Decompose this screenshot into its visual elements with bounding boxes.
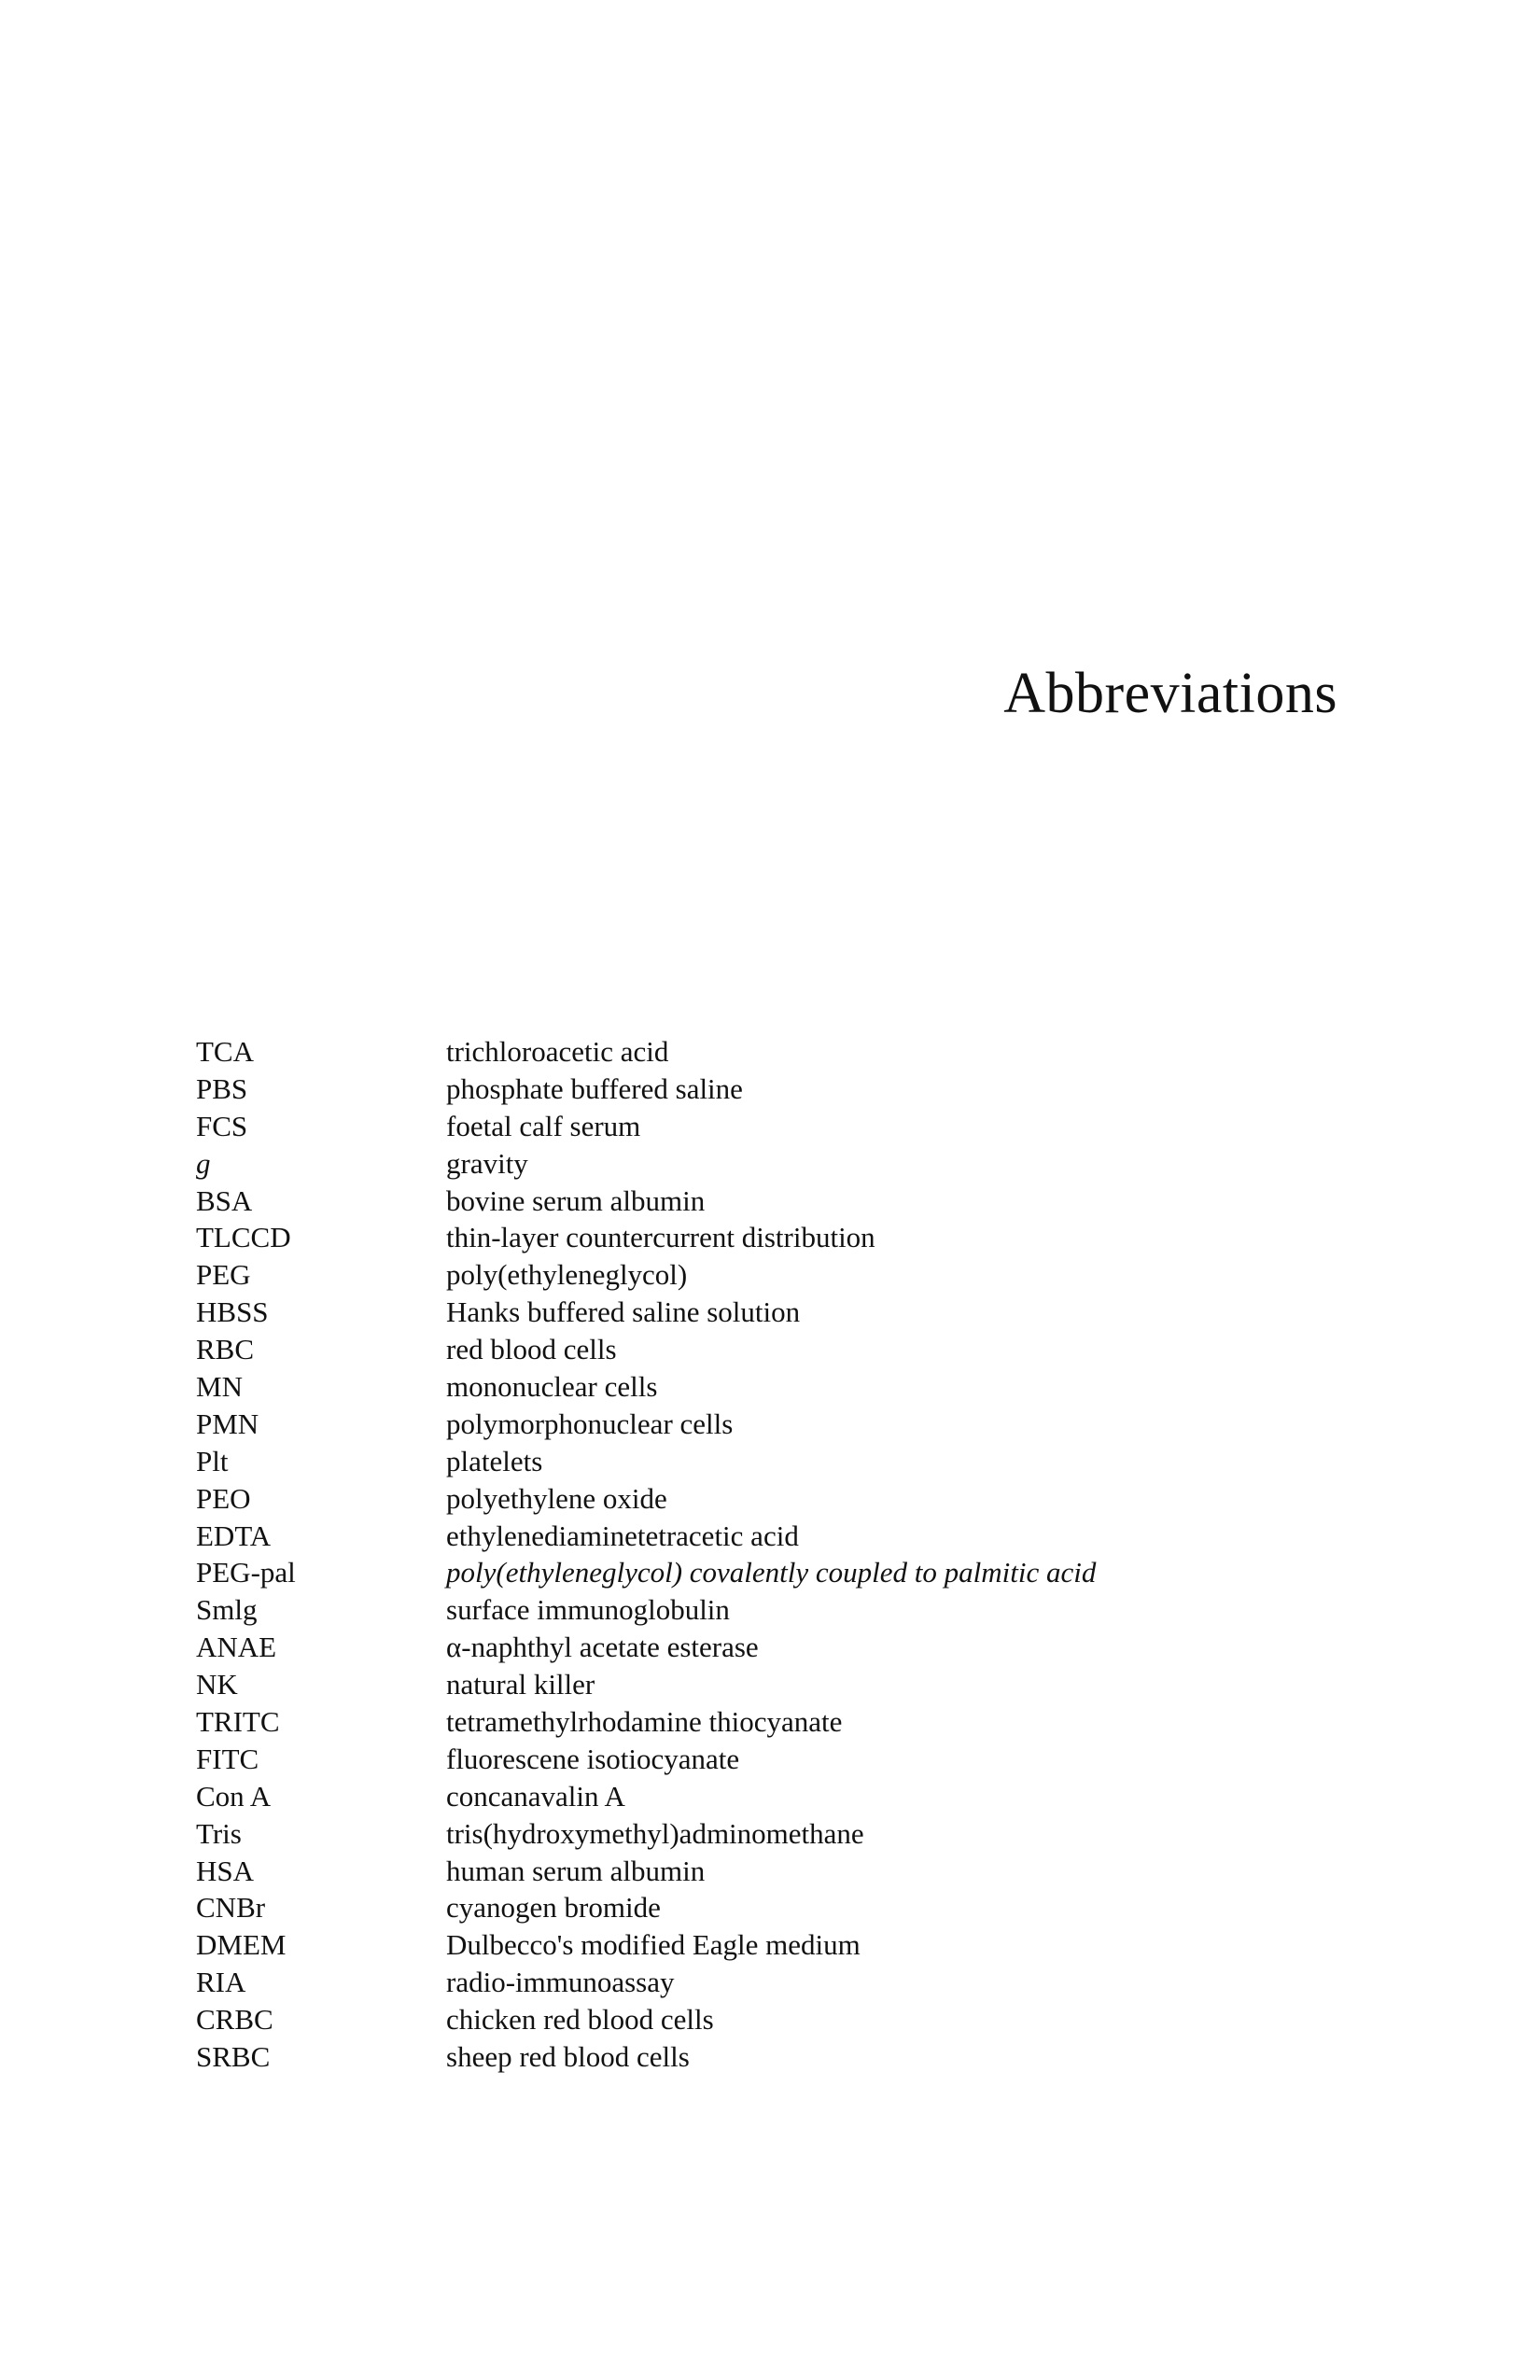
abbreviation-definition: cyanogen bromide: [446, 1891, 661, 1925]
abbreviation-term: SRBC: [196, 2040, 271, 2074]
abbreviation-row: [196, 1331, 1409, 1368]
abbreviation-term: PEO: [196, 1481, 251, 1515]
abbreviation-row: [196, 1183, 1409, 1220]
abbreviation-row: [196, 1666, 1409, 1703]
abbreviation-row: [196, 1741, 1409, 1778]
abbreviation-term: MN: [196, 1370, 243, 1404]
abbreviation-definition: platelets: [446, 1444, 543, 1477]
abbreviation-row: [196, 1591, 1409, 1629]
abbreviation-term: RIA: [196, 1966, 246, 1999]
abbreviation-term: CRBC: [196, 2003, 273, 2037]
abbreviation-definition: mononuclear cells: [446, 1370, 658, 1404]
abbreviation-definition: poly(ethyleneglycol) covalently coupled to palmitic acid: [446, 1556, 1097, 1589]
abbreviation-row: [196, 1853, 1409, 1890]
abbreviation-row: [196, 1518, 1409, 1555]
abbreviation-definition: poly(ethyleneglycol): [446, 1258, 688, 1292]
abbreviation-term: PMN: [196, 1407, 259, 1440]
abbreviation-definition: polymorphonuclear cells: [446, 1407, 734, 1440]
abbreviation-list: [196, 1033, 1409, 2076]
abbreviation-row: [196, 1629, 1409, 1666]
abbreviation-term: BSA: [196, 1183, 253, 1217]
abbreviation-definition: red blood cells: [446, 1333, 617, 1366]
abbreviation-term: TLCCD: [196, 1221, 291, 1254]
abbreviation-term: FCS: [196, 1109, 248, 1142]
page-title: Abbreviations: [1003, 662, 1337, 725]
abbreviation-row: [196, 1368, 1409, 1406]
abbreviation-definition: trichloroacetic acid: [446, 1035, 669, 1068]
abbreviation-definition: ethylenediaminetetracetic acid: [446, 1519, 799, 1552]
abbreviation-term: CNBr: [196, 1891, 266, 1925]
abbreviation-definition: tris(hydroxymethyl)adminomethane: [446, 1816, 864, 1850]
abbreviation-row: [196, 1108, 1409, 1145]
abbreviation-row: [196, 1480, 1409, 1518]
abbreviation-term: PEG-pal: [196, 1556, 296, 1589]
abbreviation-term: NK: [196, 1668, 238, 1701]
abbreviation-definition: thin-layer countercurrent distribution: [446, 1221, 875, 1254]
abbreviation-term: FITC: [196, 1742, 259, 1775]
abbreviation-term: PBS: [196, 1071, 248, 1105]
abbreviation-term: RBC: [196, 1333, 255, 1366]
abbreviation-definition: tetramethylrhodamine thiocyanate: [446, 1705, 843, 1739]
abbreviation-row: [196, 1071, 1409, 1108]
abbreviation-row: [196, 1406, 1409, 1443]
abbreviation-definition: gravity: [446, 1146, 528, 1180]
abbreviation-definition: surface immunoglobulin: [446, 1593, 730, 1627]
abbreviation-definition: α-naphthyl acetate esterase: [446, 1631, 759, 1664]
abbreviation-term: HSA: [196, 1854, 255, 1887]
abbreviation-row: [196, 1703, 1409, 1741]
abbreviation-definition: polyethylene oxide: [446, 1481, 667, 1515]
abbreviation-row: [196, 1889, 1409, 1926]
abbreviation-definition: concanavalin A: [446, 1779, 625, 1813]
abbreviation-definition: Hanks buffered saline solution: [446, 1295, 801, 1329]
abbreviation-definition: fluorescene isotiocyanate: [446, 1742, 740, 1775]
abbreviation-term: g: [196, 1146, 211, 1180]
abbreviation-row: [196, 1815, 1409, 1853]
abbreviation-definition: sheep red blood cells: [446, 2040, 690, 2074]
abbreviation-term: PEG: [196, 1258, 251, 1292]
abbreviation-row: [196, 1778, 1409, 1815]
abbreviation-row: [196, 1033, 1409, 1071]
abbreviation-definition: Dulbecco's modified Eagle medium: [446, 1928, 861, 1962]
abbreviation-term: Tris: [196, 1816, 242, 1850]
abbreviation-row: [196, 1256, 1409, 1294]
abbreviation-term: TRITC: [196, 1705, 280, 1739]
abbreviation-row: [196, 1964, 1409, 2001]
abbreviation-row: [196, 1219, 1409, 1256]
abbreviation-row: [196, 1554, 1409, 1591]
abbreviation-term: Con A: [196, 1779, 272, 1813]
abbreviation-definition: phosphate buffered saline: [446, 1071, 743, 1105]
abbreviation-term: EDTA: [196, 1519, 272, 1552]
abbreviation-term: HBSS: [196, 1295, 269, 1329]
abbreviation-definition: natural killer: [446, 1668, 595, 1701]
abbreviation-definition: bovine serum albumin: [446, 1183, 706, 1217]
abbreviation-definition: radio-immunoassay: [446, 1966, 675, 1999]
abbreviation-definition: foetal calf serum: [446, 1109, 641, 1142]
abbreviation-row: [196, 2001, 1409, 2038]
abbreviation-row: [196, 1926, 1409, 1964]
abbreviation-term: DMEM: [196, 1928, 287, 1962]
abbreviation-row: [196, 2038, 1409, 2076]
abbreviation-term: TCA: [196, 1035, 254, 1068]
abbreviation-term: Plt: [196, 1444, 229, 1477]
abbreviation-term: Smlg: [196, 1593, 258, 1627]
abbreviation-definition: chicken red blood cells: [446, 2003, 714, 2037]
abbreviation-row: [196, 1443, 1409, 1480]
abbreviation-definition: human serum albumin: [446, 1854, 706, 1887]
abbreviation-row: [196, 1294, 1409, 1331]
abbreviation-row: [196, 1145, 1409, 1183]
abbreviation-term: ANAE: [196, 1631, 277, 1664]
